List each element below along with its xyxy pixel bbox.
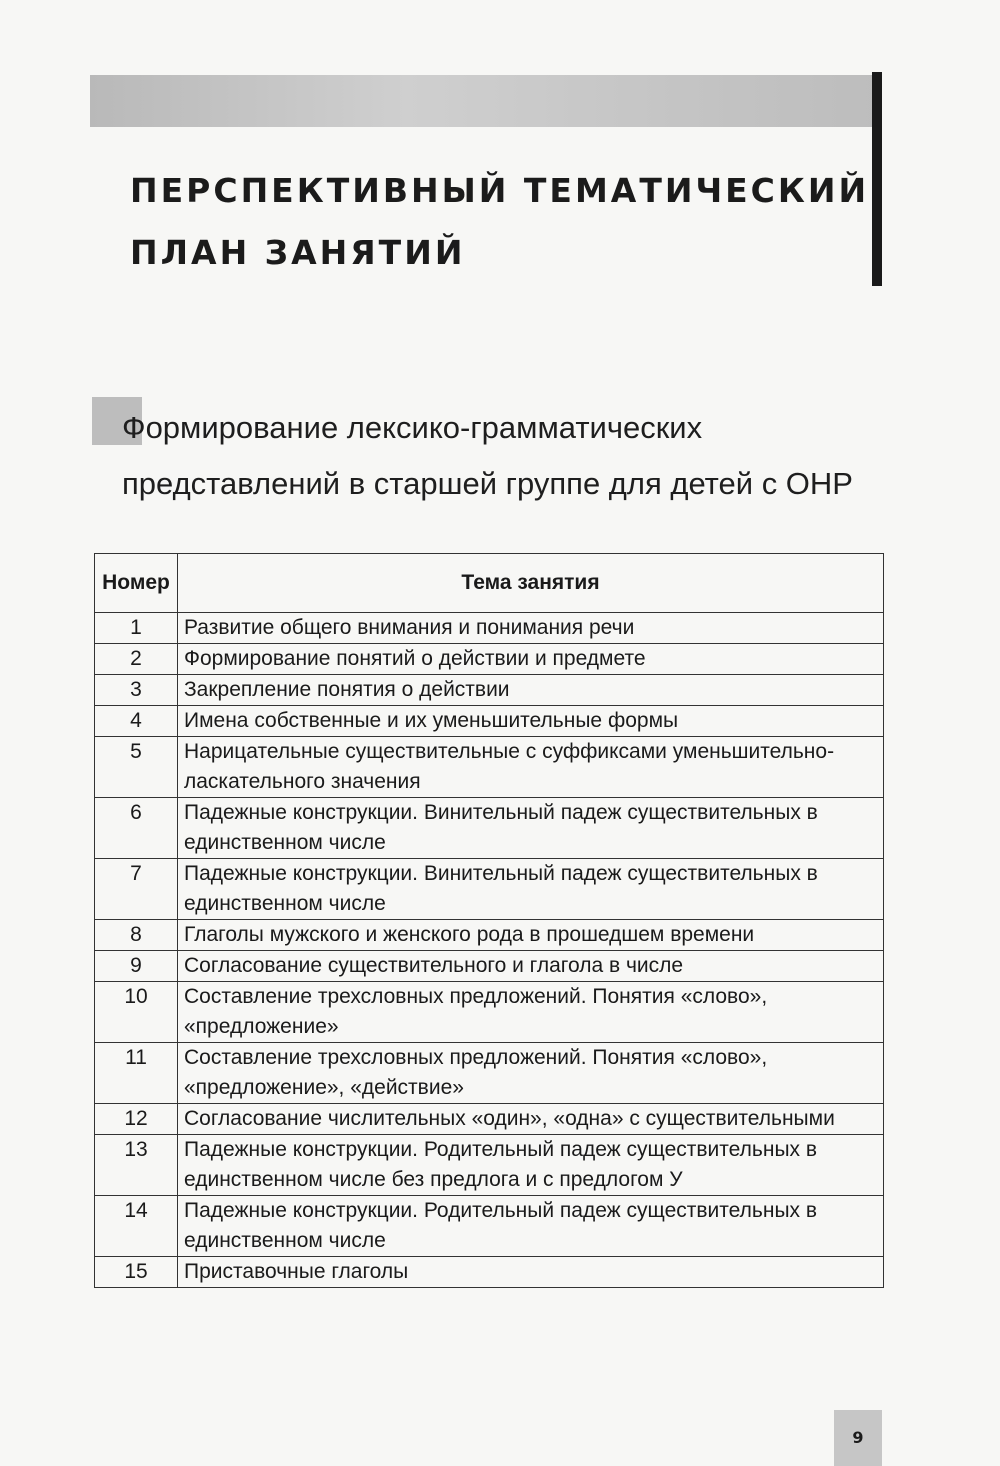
row-topic: Имена собственные и их уменьшительные формы: [178, 706, 884, 737]
table-row: [95, 737, 884, 798]
section-title: Формирование лексико-грамматических представлений в старшей группе для детей с ОНР: [122, 410, 853, 501]
table-row: [95, 613, 884, 644]
row-topic: Составление трехсловных предложений. Понятия «слово», «предложение»: [178, 982, 884, 1043]
column-header-number: Номер: [95, 554, 178, 613]
row-number: 10: [95, 982, 178, 1043]
table-row: [95, 951, 884, 982]
row-topic: Развитие общего внимания и понимания речи: [178, 613, 884, 644]
table-row: [95, 859, 884, 920]
row-number: 9: [95, 951, 178, 982]
table-row: [95, 706, 884, 737]
table-row: [95, 798, 884, 859]
row-number: 3: [95, 675, 178, 706]
table-row: [95, 644, 884, 675]
header-accent-bar: [872, 72, 882, 286]
row-number: 4: [95, 706, 178, 737]
row-number: 8: [95, 920, 178, 951]
row-topic: Нарицательные существительные с суффиксами уменьшительно-ласкательного значения: [178, 737, 884, 798]
row-topic: Падежные конструкции. Родительный падеж существительных в единственном числе без предлога и с предлогом У: [178, 1135, 884, 1196]
table-row: [95, 1196, 884, 1257]
row-topic: Согласование числительных «один», «одна» с существительными: [178, 1104, 884, 1135]
row-topic: Падежные конструкции. Родительный падеж существительных в единственном числе: [178, 1196, 884, 1257]
row-number: 2: [95, 644, 178, 675]
page-number: 9: [834, 1410, 882, 1466]
row-topic: Согласование существительного и глагола в числе: [178, 951, 884, 982]
header-band: [90, 75, 880, 127]
table-row: [95, 675, 884, 706]
table-row: [95, 1135, 884, 1196]
row-number: 5: [95, 737, 178, 798]
table-row: [95, 982, 884, 1043]
row-topic: Падежные конструкции. Винительный падеж существительных в единственном числе: [178, 859, 884, 920]
row-topic: Глаголы мужского и женского рода в прошедшем времени: [178, 920, 884, 951]
row-number: 7: [95, 859, 178, 920]
row-number: 14: [95, 1196, 178, 1257]
chapter-title: ПЕРСПЕКТИВНЫЙ ТЕМАТИЧЕСКИЙ ПЛАН ЗАНЯТИЙ: [130, 171, 870, 272]
row-topic: Составление трехсловных предложений. Понятия «слово», «предложение», «действие»: [178, 1043, 884, 1104]
table-header-row: [95, 554, 884, 613]
column-header-topic: Тема занятия: [178, 554, 884, 613]
table-row: [95, 1043, 884, 1104]
table-row: [95, 1104, 884, 1135]
row-number: 13: [95, 1135, 178, 1196]
table-row: [95, 1257, 884, 1288]
lesson-plan-table: [94, 553, 884, 1288]
row-topic: Закрепление понятия о действии: [178, 675, 884, 706]
row-topic: Формирование понятий о действии и предмете: [178, 644, 884, 675]
table-row: [95, 920, 884, 951]
row-number: 6: [95, 798, 178, 859]
row-number: 12: [95, 1104, 178, 1135]
row-number: 15: [95, 1257, 178, 1288]
row-topic: Приставочные глаголы: [178, 1257, 884, 1288]
row-number: 11: [95, 1043, 178, 1104]
row-number: 1: [95, 613, 178, 644]
row-topic: Падежные конструкции. Винительный падеж существительных в единственном числе: [178, 798, 884, 859]
